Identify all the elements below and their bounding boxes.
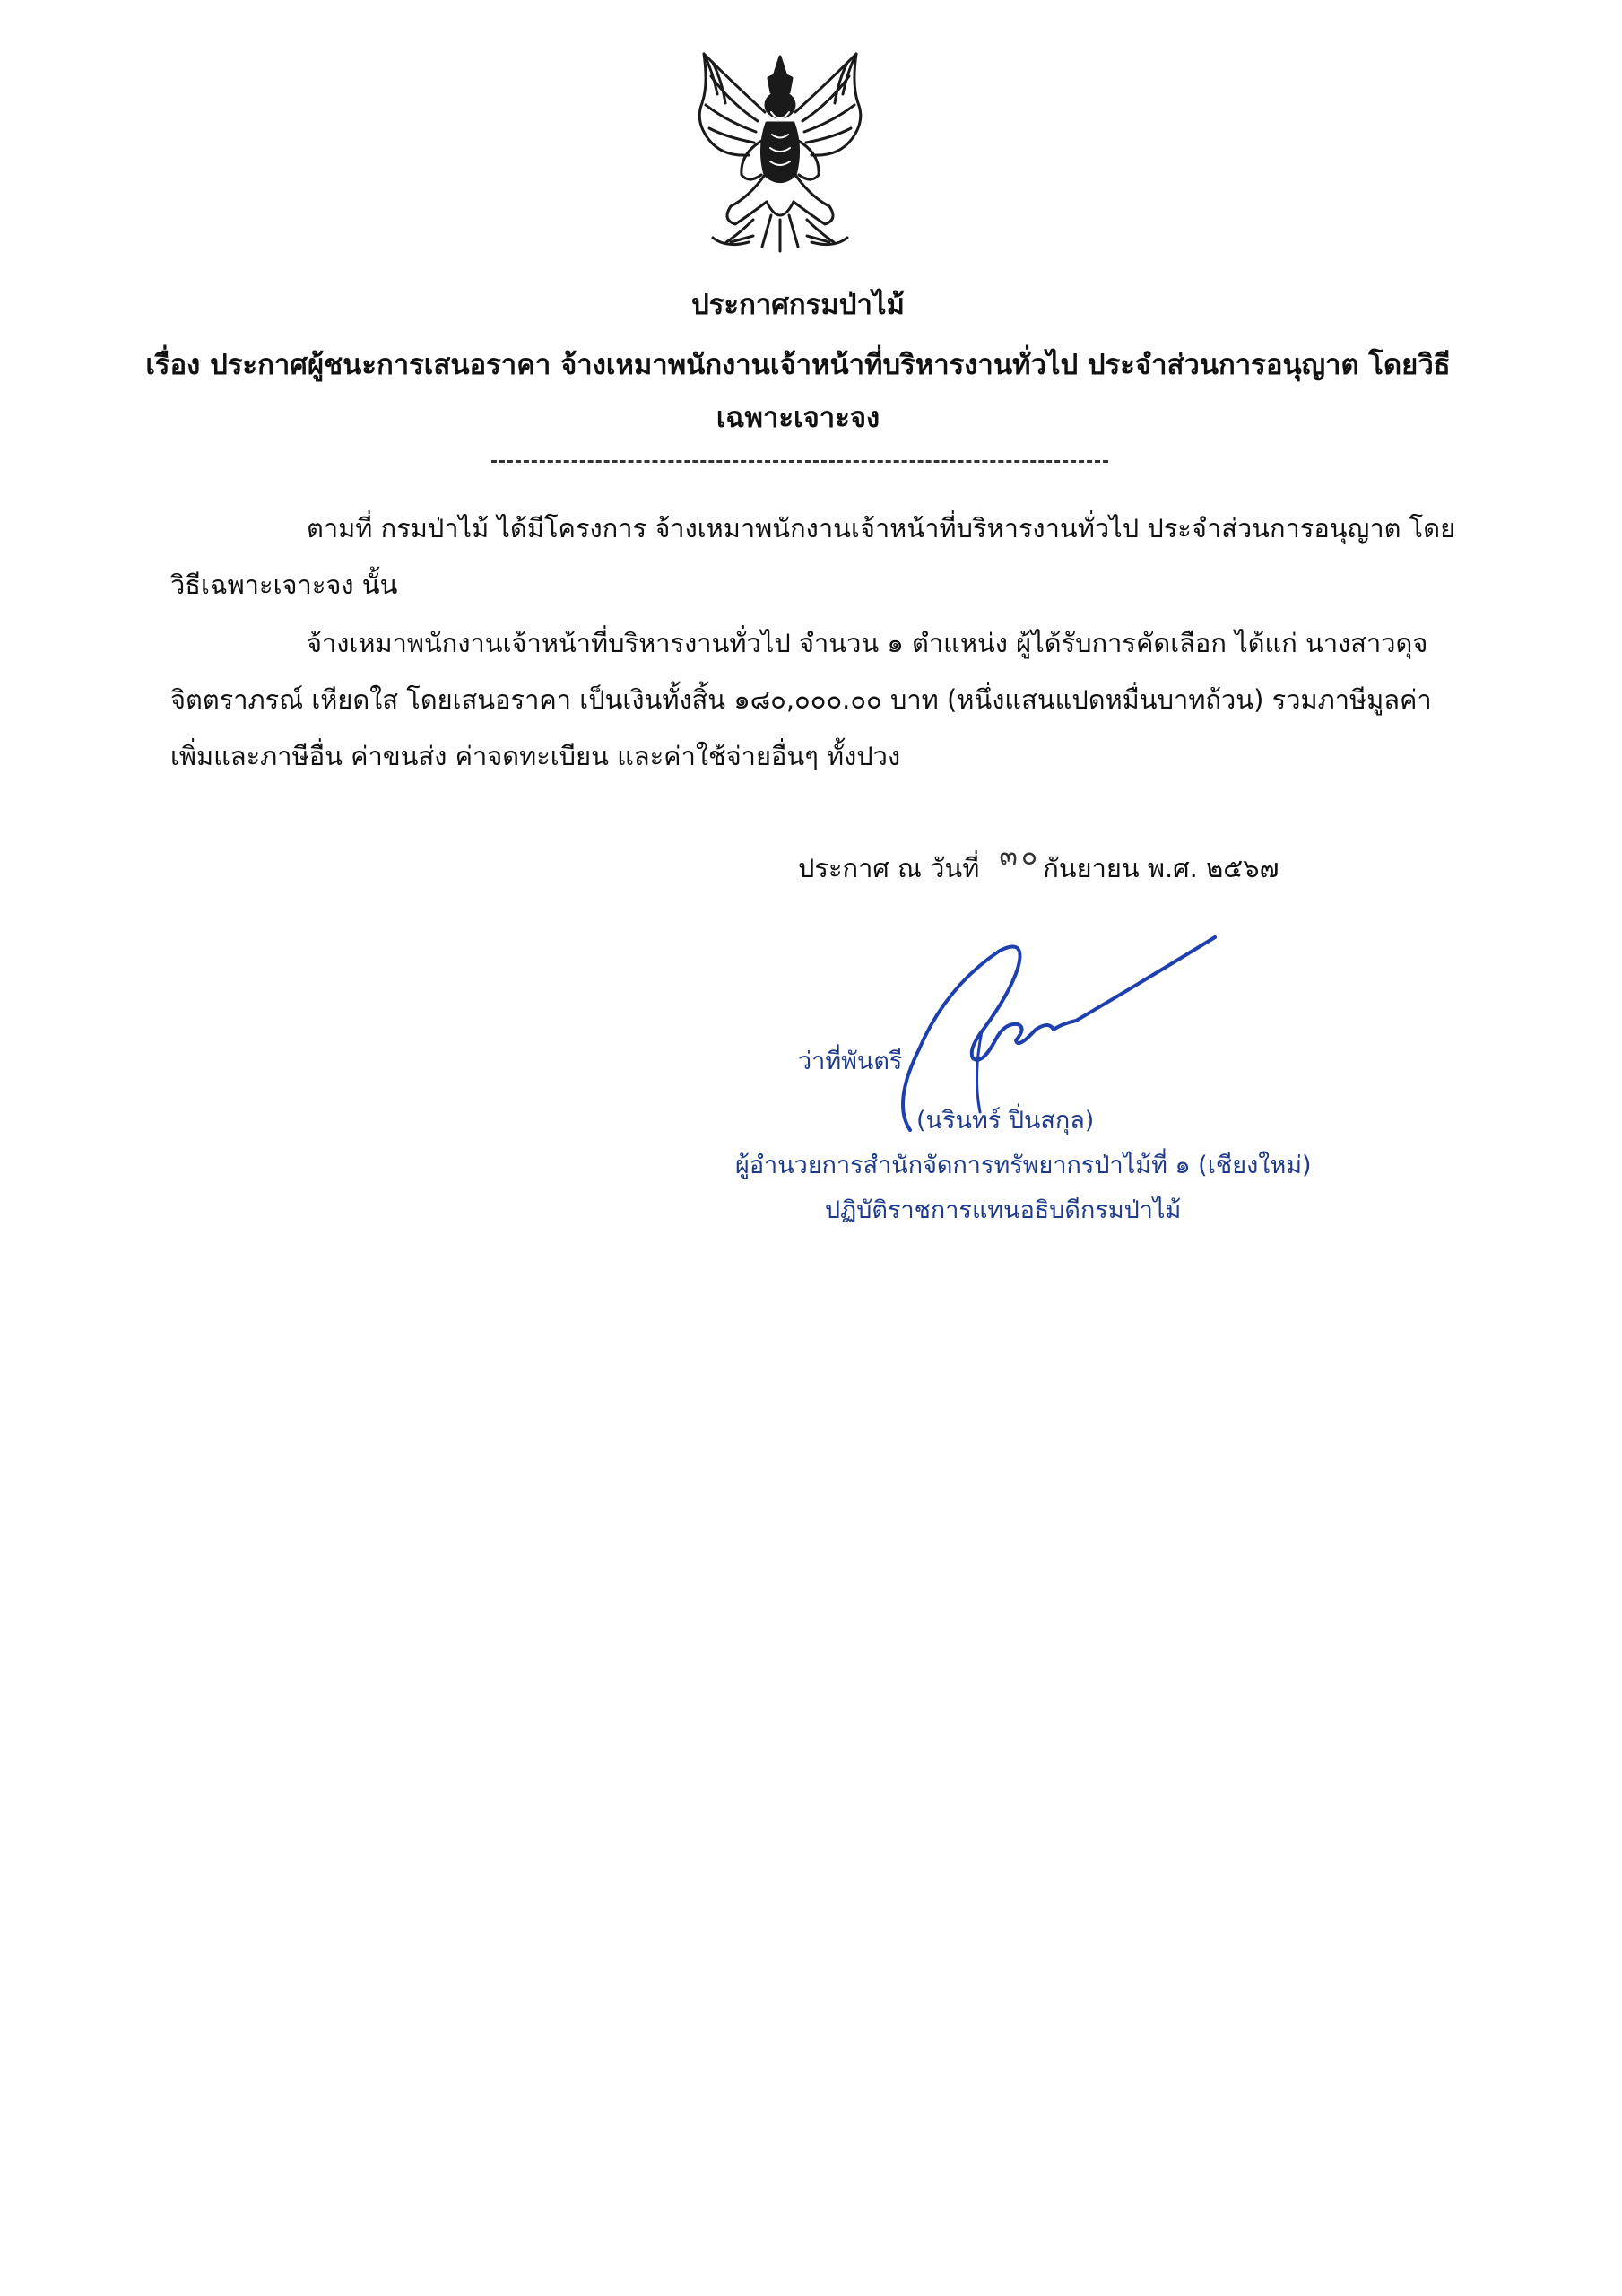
signatory-rank: ว่าที่พันตรี (798, 1048, 903, 1075)
signatory-name: (นรินทร์ ปิ่นสกุล) (916, 1107, 1095, 1135)
paragraph-1-line-1: ตามที่ กรมป่าไม้ ได้มีโครงการ จ้างเหมาพนักงานเจ้าหน้าที่บริหารงานทั่วไป ประจำส่วนการอนุญาต โดย (307, 513, 1456, 544)
paragraph-2-line-1: จ้างเหมาพนักงานเจ้าหน้าที่บริหารงานทั่วไป จำนวน ๑ ตำแหน่ง ผู้ได้รับการคัดเลือก ได้แก่ นางสาวดุจ (307, 628, 1428, 658)
announcement-date (798, 840, 1279, 887)
subject-line-1: เรื่อง ประกาศผู้ชนะการเสนอราคา จ้างเหมาพนักงานเจ้าหน้าที่บริหารงานทั่วไป ประจำส่วนการอนุญาต โดยวิธี (145, 349, 1451, 381)
paragraph-1-line-2: วิธีเฉพาะเจาะจง นั้น (170, 570, 398, 600)
date-prefix: ประกาศ ณ วันที่ (798, 853, 980, 883)
garuda-emblem-icon (686, 49, 874, 256)
subject-line-2: เฉพาะเจาะจง (716, 402, 880, 434)
paragraph-2-line-3: เพิ่มและภาษีอื่น ค่าขนส่ง ค่าจดทะเบียน และค่าใช้จ่ายอื่นๆ ทั้งปวง (170, 741, 901, 771)
announcement-title: ประกาศกรมป่าไม้ (691, 289, 905, 321)
date-month-year: กันยายน พ.ศ. ๒๕๖๗ (1043, 853, 1279, 883)
separator-line (491, 460, 1108, 474)
date-day: ๓๐ (999, 840, 1042, 872)
signatory-position: ผู้อำนวยการสำนักจัดการทรัพยากรป่าไม้ที่ ๑ (เชียงใหม่) (735, 1152, 1312, 1179)
paragraph-2-line-2: จิตตราภรณ์ เหียดใส โดยเสนอราคา เป็นเงินทั้งสิ้น ๑๘๐,๐๐๐.๐๐ บาท (หนึ่งแสนแปดหมื่นบาทถ้วน) รวมภาษีมูลค่า (170, 684, 1432, 715)
signatory-acting: ปฏิบัติราชการแทนอธิบดีกรมป่าไม้ (825, 1196, 1182, 1224)
